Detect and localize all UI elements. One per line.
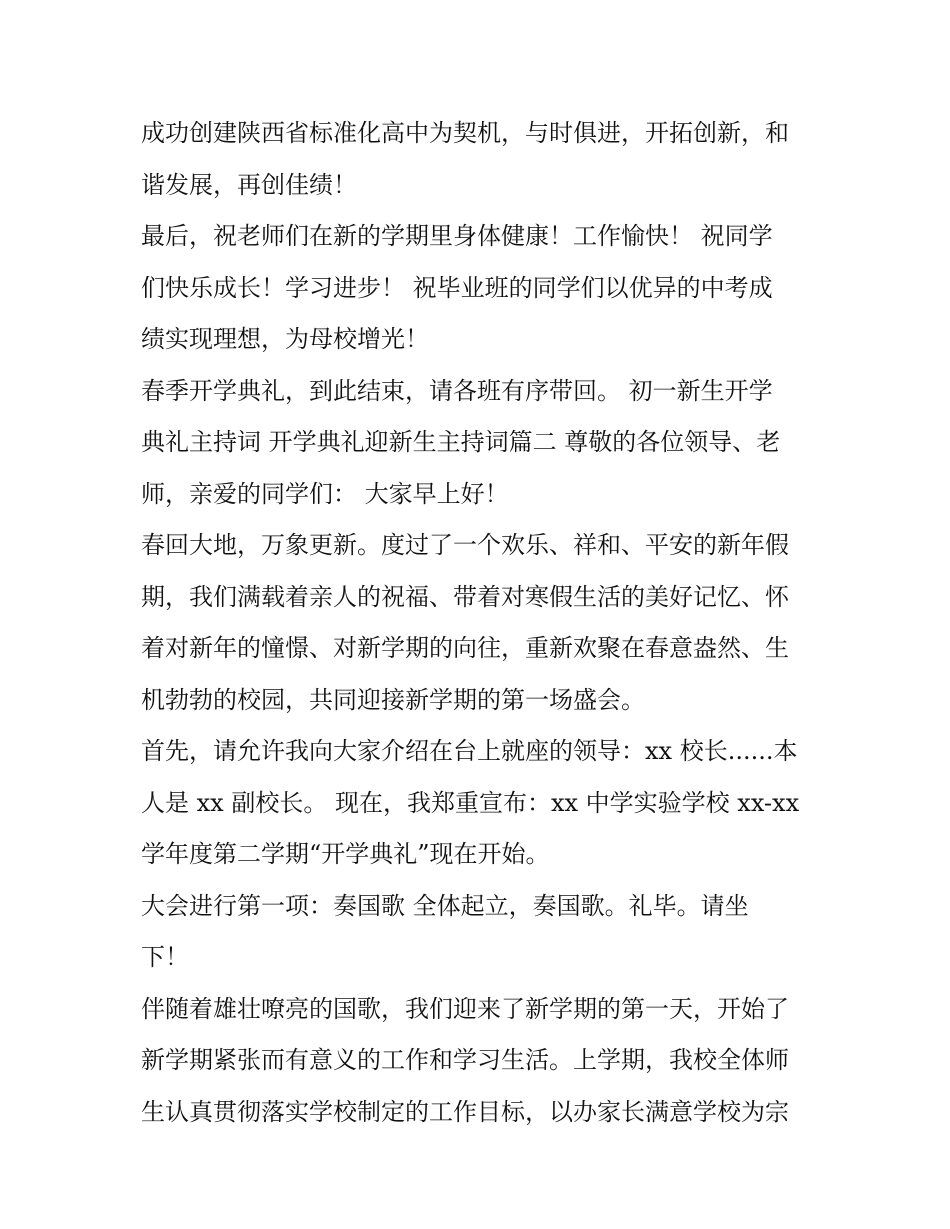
text-line: 最后，祝老师们在新的学期里身体健康！工作愉快！ 祝同学: [141, 222, 773, 250]
text-line: 伴随着雄壮嘹亮的国歌，我们迎来了新学期的第一天，开始了: [141, 994, 789, 1023]
text-line: 新学期紧张而有意义的工作和学习生活。上学期，我校全体师: [141, 1046, 789, 1074]
text-line: 着对新年的憧憬、对新学期的向往，重新欢聚在春意盎然、生: [141, 634, 789, 662]
text-line: 绩实现理想，为母校增光！: [141, 325, 429, 353]
text-line: 春回大地，万象更新。度过了一个欢乐、祥和、平安的新年假: [141, 531, 789, 559]
text-line: 学年度第二学期“开学典礼”现在开始。: [141, 840, 550, 868]
text-line: 期，我们满载着亲人的祝福、带着对寒假生活的美好记忆、怀: [141, 582, 789, 611]
text-line: 春季开学典礼，到此结束，请各班有序带回。 初一新生开学: [141, 376, 773, 405]
text-line: 下！: [141, 943, 189, 971]
text-line: 生认真贯彻落实学校制定的工作目标，以办家长满意学校为宗: [141, 1097, 789, 1126]
text-line: 成功创建陕西省标准化高中为契机，与时俱进，开拓创新，和: [141, 119, 789, 147]
text-line: 大会进行第一项：奏国歌 全体起立，奏国歌。礼毕。请坐: [141, 891, 749, 920]
document-body: [141, 108, 821, 1138]
text-line: 首先，请允许我向大家介绍在台上就座的领导：xx 校长......本: [141, 737, 798, 765]
text-line: 师，亲爱的同学们： 大家早上好！: [141, 479, 509, 508]
text-line: 人是 xx 副校长。 现在，我郑重宣布：xx 中学实验学校 xx-xx: [141, 788, 800, 817]
text-line: 们快乐成长！学习进步！ 祝毕业班的同学们以优异的中考成: [141, 273, 773, 302]
text-line: 谐发展，再创佳绩！: [141, 170, 357, 199]
text-line: 机勃勃的校园，共同迎接新学期的第一场盛会。: [141, 685, 645, 714]
text-line: 典礼主持词 开学典礼迎新生主持词篇二 尊敬的各位领导、老: [141, 428, 781, 456]
